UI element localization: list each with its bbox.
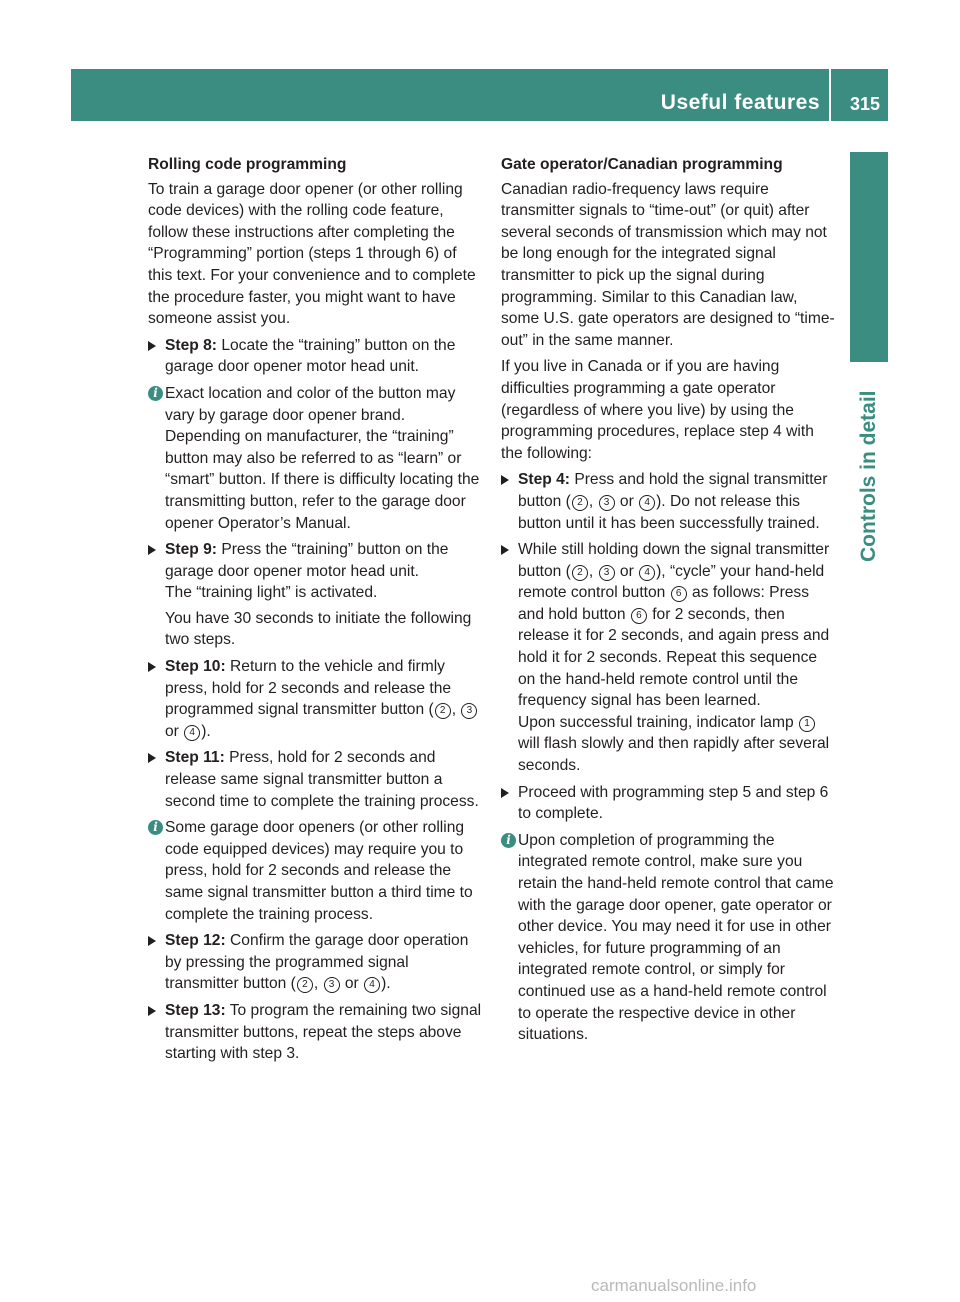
step-result: Upon successful training, indicator lamp [518,713,798,731]
section-heading: Gate operator/Canadian programming [501,156,783,173]
step-result: will flash slowly and then rapidly after several seconds. [518,735,830,775]
circled-number-4: 4 [184,725,200,741]
intro-paragraph: To train a garage door opener (or other rolling code devices) with the rolling code feature, follow these instructions after completing the “Programming” portion (steps 1 through 6) of this text. For your convenience and to complete the procedure faster, you might want to have someone assist you. [148,180,476,328]
note-text: Upon completion of programming the integrated remote control, make sure you retain the hand-held remote control that came with the garage door opener, gate operator or other device. You may need it for use in other vehicles, for future programming of an integrated remote control, or simply for continued use as a hand-held remote control to operate the respective device in other situations. [518,831,834,1044]
step-text: Locate the “training” button on the garage door opener motor head unit. [165,336,456,376]
step-label: Step 8: [165,336,217,354]
step-10 [148,656,484,742]
step-arrow-icon [148,753,156,763]
step-label: Step 13: [165,1001,226,1019]
step-text: Return to the vehicle and firmly press, hold for 2 seconds and release the programmed signal transmitter button ( [165,658,452,719]
circled-number-6: 6 [671,586,687,602]
step-text: as follows: Press and hold button [518,584,810,623]
section-heading: Rolling code programming [148,156,347,173]
step-12 [148,930,484,995]
header-divider [829,69,831,121]
note-text: Some garage door openers (or other rolling code equipped devices) may require you to press, hold for 2 seconds and release the same signal transmitter button a third time to complete the training process. [165,819,473,923]
step-arrow-icon [501,475,509,485]
step-label: Step 9: [165,541,217,559]
step-13 [148,1000,484,1065]
step-text: ), “cycle” your hand-held remote control button [518,562,825,602]
step-label: Step 12: [165,932,226,950]
info-note [501,830,837,1046]
step-text: Confirm the garage door operation by pressing the programmed signal transmitter button ( [165,932,469,993]
info-icon: i [148,820,163,835]
step-text: for 2 seconds, then release it for 2 seconds, and again press and hold it for 2 seconds. Repeat this sequence on the hand-held remote control until the frequency signal has been learned. [518,605,830,710]
step-9 [148,539,484,651]
step-11 [148,747,484,812]
circled-number-4: 4 [639,495,655,511]
page-number: 315 [849,94,880,114]
right-column [501,154,837,1051]
circled-number-3: 3 [324,977,340,993]
info-note [148,817,484,925]
circled-number-6: 6 [631,608,647,624]
step-arrow-icon [148,662,156,672]
info-note [148,383,484,534]
step-8 [148,335,484,378]
separator: , [588,492,598,510]
paragraph: If you live in Canada or if you are having difficulties programming a gate operator (regardless of where you live) by using the programming procedures, replace step 4 with the following: [501,358,814,462]
step-arrow-icon [148,545,156,555]
separator: , [451,701,461,719]
separator: , [313,975,323,993]
section-title: Useful features [660,91,820,114]
step-extra: You have 30 seconds to initiate the following two steps. [165,609,472,649]
watermark: carmanualsonline.info [591,1276,757,1295]
step-text: Press, hold for 2 seconds and release same signal transmitter button a second time to complete the training process. [165,749,479,810]
circled-number-4: 4 [364,977,380,993]
step-arrow-icon [501,788,509,798]
step-result: The “training light” is activated. [165,584,378,602]
side-tab [850,152,888,362]
step-label: Step 4: [518,471,570,489]
step-arrow-icon [148,341,156,351]
step-text: To program the remaining two signal transmitter buttons, repeat the steps above starting with step 3. [165,1001,482,1063]
separator: , [588,562,598,580]
step-proceed [501,782,837,825]
circled-number-4: 4 [639,565,655,581]
paragraph: Canadian radio-frequency laws require transmitter signals to “time-out” (or quit) after several seconds of transmission which may not be long enough for the integrated signal transmitter to pick up the signal during programming. Similar to this Canadian law, some U.S. gate operators are designed to “time-out” in the same manner. [501,180,835,349]
step-text: While still holding down the signal transmitter button ( [518,541,830,580]
step-arrow-icon [501,545,509,555]
circled-number-3: 3 [461,703,477,719]
closing-text: ). Do not release this button until it has been successfully trained. [518,492,820,532]
circled-number-1: 1 [799,716,815,732]
step-arrow-icon [148,936,156,946]
side-label-wrap [850,362,888,562]
step-4 [501,469,837,534]
left-column [148,154,484,1070]
closing-text: ). [381,975,391,993]
circled-number-2: 2 [297,977,313,993]
step-text: Press and hold the signal transmitter button ( [518,471,828,510]
separator: or [340,975,364,993]
info-icon: i [148,386,163,401]
circled-number-2: 2 [572,495,588,511]
circled-number-3: 3 [599,495,615,511]
circled-number-2: 2 [435,703,451,719]
separator: or [165,722,184,740]
header-bar [71,69,888,121]
step-label: Step 11: [165,749,225,767]
step-arrow-icon [148,1006,156,1016]
info-icon: i [501,833,516,848]
step-text: Proceed with programming step 5 and step 6 to complete. [518,783,829,823]
closing-text: ). [201,722,211,740]
note-text: Exact location and color of the button may vary by garage door opener brand. Depending on manufacturer, the “training” button may also be referred to as “learn” or “smart” button. If there is difficulty locating the transmitting button, refer to the garage door opener Operator’s Manual. [165,384,480,532]
step-text: Press the “training” button on the garage door opener motor head unit. [165,541,449,580]
chapter-label: Controls in detail [857,390,880,562]
separator: or [615,492,639,510]
circled-number-3: 3 [599,565,615,581]
step-cycle [501,539,837,777]
step-label: Step 10: [165,658,226,676]
separator: or [615,562,639,580]
circled-number-2: 2 [572,565,588,581]
